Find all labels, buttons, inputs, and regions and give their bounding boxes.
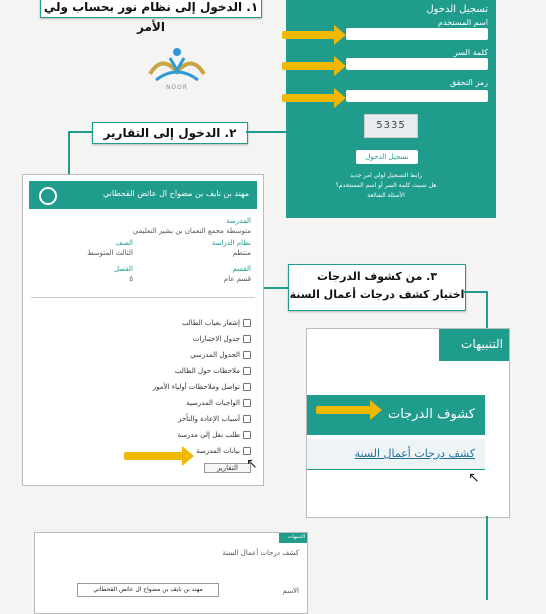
menu-notes[interactable] — [175, 367, 251, 375]
menu-label: جدول الاختبارات — [192, 335, 240, 343]
step1-text: ١. الدخول إلى نظام نور بحساب ولي الأمر — [43, 0, 259, 34]
login-title: تسجيل الدخول — [426, 4, 488, 15]
login-button[interactable]: تسجيل الدخول — [356, 150, 418, 164]
student-name: مهند بن نايف بن مضواح ال عائض القحطاني — [103, 189, 249, 198]
noor-caption: NOOR — [165, 84, 189, 91]
bottom-header — [279, 533, 307, 543]
student-panel — [22, 174, 264, 486]
student-header — [29, 181, 257, 209]
connector-step2 — [246, 131, 286, 133]
menu-label: الواجبات المدرسية — [186, 399, 240, 407]
step3-banner — [288, 264, 466, 311]
school-value: متوسطة مجمع النعمان بن بشير التعليمي — [132, 227, 251, 235]
menu-label: ملاحظات حول الطالب — [174, 367, 240, 375]
calendar-icon — [243, 335, 251, 343]
menu-label: طلب نقل إلى مدرسة — [177, 431, 240, 439]
menu-label: أسباب الإعادة والتأخر — [177, 415, 240, 423]
username-input[interactable] — [346, 28, 488, 40]
connector-step2-down — [68, 131, 92, 133]
bottom-subtitle: كشف درجات أعمال السنة — [222, 549, 299, 557]
book-icon — [243, 399, 251, 407]
section-value: قسم عام — [223, 275, 251, 283]
password-label: كلمة السر — [453, 48, 488, 57]
avatar-icon — [39, 187, 57, 205]
password-input[interactable] — [346, 58, 488, 70]
menu-schedule[interactable] — [190, 351, 251, 359]
bottom-header-title: التنبيهات — [287, 534, 305, 540]
alerts-header — [439, 329, 509, 361]
connector-step3-vert — [486, 291, 488, 331]
divider — [31, 297, 255, 298]
arrow-captcha — [282, 94, 336, 102]
menu-parents[interactable] — [153, 383, 251, 391]
forgot-link[interactable]: هل نسيت كلمة السر أو اسم المستخدم؟ — [335, 182, 437, 189]
grade-label: الصف — [115, 239, 133, 247]
menu-label: تواصل وملاحظات أولياء الأمور — [152, 383, 240, 391]
menu-label: التقارير — [216, 464, 238, 472]
menu-label: الجدول المدرسي — [190, 351, 240, 359]
connector-step3-right — [464, 291, 488, 293]
alerts-title: التنبيهات — [461, 337, 503, 351]
faq-link[interactable]: الأسئلة الشائعة — [367, 192, 405, 199]
arrow-username — [282, 31, 336, 39]
year-work-link[interactable] — [307, 439, 485, 470]
menu-label: بيانات المدرسة — [196, 447, 240, 455]
captcha-image — [364, 114, 418, 138]
year-work-label: كشف درجات أعمال السنة — [354, 447, 475, 460]
grades-panel — [306, 328, 510, 518]
arrow-password — [282, 62, 336, 70]
absence-icon — [243, 319, 251, 327]
register-link[interactable]: رابط التسجيل لولي امر جديد — [349, 172, 423, 179]
arrow-grades — [316, 406, 372, 414]
connector-step2-vert — [68, 131, 70, 175]
system-value: منتظم — [232, 249, 251, 257]
menu-label: إشعار بغياب الطالب — [181, 319, 240, 327]
grades-label: كشوف الدرجات — [387, 407, 475, 422]
captcha-code: 5335 — [376, 120, 406, 131]
connector-bottom-vert — [486, 516, 488, 600]
bottom-name-value: مهند بن نايف بن مضواح ال عائض القحطاني — [77, 583, 219, 597]
step2-banner — [92, 122, 248, 144]
menu-transfer[interactable] — [177, 431, 251, 439]
menu-homework[interactable] — [186, 399, 251, 407]
noor-logo — [142, 44, 212, 94]
cursor-icon-2: ↖ — [468, 470, 480, 486]
class-value: ٥ — [129, 275, 133, 283]
bottom-panel — [34, 532, 308, 614]
captcha-label: رمز التحقق — [449, 78, 488, 87]
menu-reasons[interactable] — [178, 415, 251, 423]
menu-absence[interactable] — [182, 319, 251, 327]
chat-icon — [243, 383, 251, 391]
class-label: الفصل — [114, 265, 133, 273]
grade-value: الثالث المتوسط — [87, 249, 133, 257]
step1-banner — [40, 0, 262, 34]
clock-icon — [243, 415, 251, 423]
captcha-input[interactable] — [346, 90, 488, 102]
step3-line1: ٣. من كشوف الدرجات — [316, 270, 438, 283]
note-icon — [243, 367, 251, 375]
menu-school-data[interactable] — [196, 447, 251, 455]
menu-exams[interactable] — [193, 335, 251, 343]
grades-menu-item[interactable] — [307, 395, 485, 435]
step3-line2: اختيار كشف درجات أعمال السنة — [289, 288, 465, 301]
school-label: المدرسة — [226, 217, 251, 225]
arrow-reports — [124, 452, 184, 460]
menu-reports[interactable] — [204, 463, 251, 473]
system-label: نظام الدراسة — [211, 239, 251, 247]
username-label: اسم المستخدم — [438, 18, 488, 27]
table-icon — [243, 351, 251, 359]
cursor-icon: ↖ — [246, 456, 258, 472]
bottom-name-label: الاسم — [282, 587, 299, 595]
section-label: القسم — [232, 265, 251, 273]
step2-text: ٢. الدخول إلى التقارير — [103, 126, 237, 140]
school-icon — [243, 447, 251, 455]
connector-step3-left — [264, 287, 288, 289]
transfer-icon — [243, 431, 251, 439]
